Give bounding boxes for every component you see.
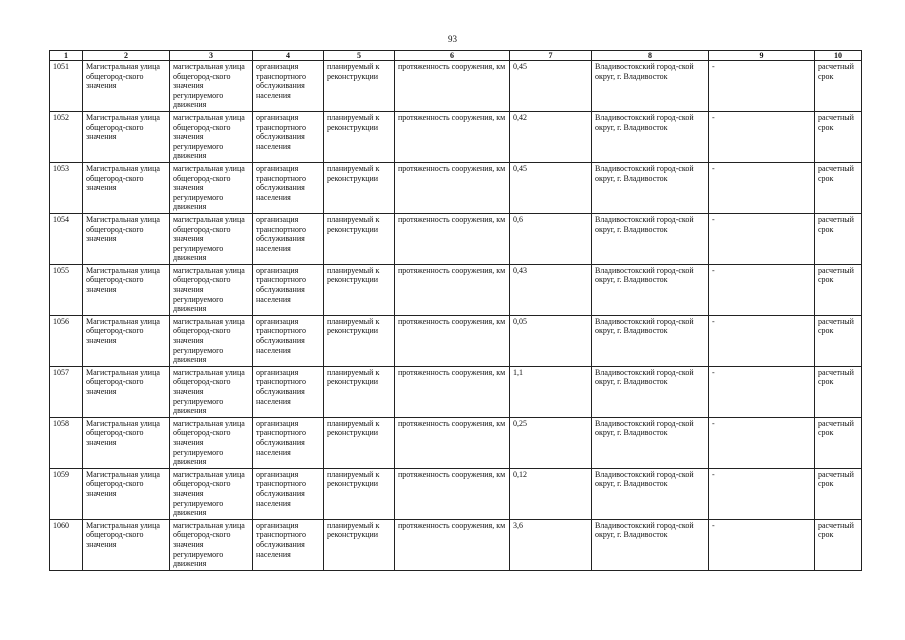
characteristic-name: протяженность сооружения, км xyxy=(398,163,506,173)
characteristic-name: протяженность сооружения, км xyxy=(398,418,506,428)
object-purpose: организация транспортного обслуживания населения xyxy=(256,62,307,100)
protection-zone-cell xyxy=(709,264,815,315)
implementation-term-cell xyxy=(815,61,862,112)
characteristic-value-cell xyxy=(510,315,592,366)
column-header: 4 xyxy=(253,51,324,61)
characteristic-value: 0,12 xyxy=(513,469,527,479)
object-category-cell xyxy=(170,366,253,417)
characteristic-name-cell xyxy=(395,264,510,315)
table-row xyxy=(50,315,862,366)
column-header: 10 xyxy=(815,51,862,61)
characteristic-value: 0,25 xyxy=(513,418,527,428)
implementation-term: расчетный срок xyxy=(818,214,854,234)
object-category-cell xyxy=(170,61,253,112)
object-name-cell xyxy=(83,264,170,315)
object-purpose: организация транспортного обслуживания населения xyxy=(256,112,307,151)
object-purpose: организация транспортного обслуживания населения xyxy=(256,418,307,457)
object-name: Магистральная улица общегород-ского значения xyxy=(86,316,160,346)
object-location: Владивостокский город-ской округ, г. Владивосток xyxy=(595,163,694,183)
object-status: планируемый к реконструкции xyxy=(327,367,380,387)
object-status: планируемый к реконструкции xyxy=(327,112,380,132)
object-category: магистральная улица общегород-ского значения регулируемого движения xyxy=(173,163,245,212)
characteristic-value-cell xyxy=(510,111,592,162)
table-row xyxy=(50,162,862,213)
object-purpose: организация транспортного обслуживания населения xyxy=(256,214,307,253)
object-category-cell xyxy=(170,162,253,213)
object-name: Магистральная улица общегород-ского значения xyxy=(86,469,160,498)
table-row xyxy=(50,417,862,468)
object-purpose-cell xyxy=(253,519,324,570)
object-location: Владивостокский город-ской округ, г. Владивосток xyxy=(595,214,694,234)
object-location: Владивостокский город-ской округ, г. Владивосток xyxy=(595,265,694,285)
characteristic-value: 3,6 xyxy=(513,520,523,530)
implementation-term: расчетный срок xyxy=(818,418,854,438)
characteristic-name-cell xyxy=(395,366,510,417)
object-name: Магистральная улица общегород-ского значения xyxy=(86,418,160,447)
protection-zone-cell xyxy=(709,315,815,366)
implementation-term-cell xyxy=(815,468,862,519)
implementation-term: расчетный срок xyxy=(818,469,854,489)
object-name-cell xyxy=(83,162,170,213)
characteristic-name-cell xyxy=(395,519,510,570)
object-status: планируемый к реконструкции xyxy=(327,469,380,489)
row-number-cell xyxy=(50,315,83,366)
column-header: 9 xyxy=(709,51,815,61)
object-category: магистральная улица общегород-ского значения регулируемого движения xyxy=(173,520,245,569)
object-purpose: организация транспортного обслуживания населения xyxy=(256,265,307,304)
column-header: 6 xyxy=(395,51,510,61)
object-location: Владивостокский город-ской округ, г. Владивосток xyxy=(595,316,694,336)
object-location-cell xyxy=(592,264,709,315)
object-status-cell xyxy=(324,61,395,112)
protection-zone: - xyxy=(712,469,715,479)
protection-zone: - xyxy=(712,163,715,173)
object-name-cell xyxy=(83,417,170,468)
object-name-cell xyxy=(83,315,170,366)
object-location-cell xyxy=(592,366,709,417)
object-status-cell xyxy=(324,366,395,417)
header-row xyxy=(50,51,862,61)
object-category-cell xyxy=(170,111,253,162)
row-number: 1051 xyxy=(53,62,69,71)
characteristic-value: 0,43 xyxy=(513,265,527,275)
objects-table xyxy=(49,50,862,571)
object-name-cell xyxy=(83,519,170,570)
column-header: 3 xyxy=(170,51,253,61)
object-location-cell xyxy=(592,519,709,570)
object-purpose: организация транспортного обслуживания населения xyxy=(256,520,307,559)
characteristic-value: 0,05 xyxy=(513,316,527,326)
column-header: 7 xyxy=(510,51,592,61)
characteristic-name: протяженность сооружения, км xyxy=(398,214,506,224)
object-name: Магистральная улица общегород-ского значения xyxy=(86,112,160,142)
object-category: магистральная улица общегород-ского значения регулируемого движения xyxy=(173,112,245,161)
row-number-cell xyxy=(50,468,83,519)
characteristic-name-cell xyxy=(395,315,510,366)
row-number: 1060 xyxy=(53,520,69,530)
characteristic-value-cell xyxy=(510,61,592,112)
protection-zone: - xyxy=(712,418,715,428)
row-number-cell xyxy=(50,162,83,213)
implementation-term-cell xyxy=(815,111,862,162)
characteristic-name-cell xyxy=(395,468,510,519)
object-purpose-cell xyxy=(253,162,324,213)
characteristic-value-cell xyxy=(510,366,592,417)
row-number-cell xyxy=(50,264,83,315)
object-purpose-cell xyxy=(253,111,324,162)
implementation-term-cell xyxy=(815,417,862,468)
characteristic-name-cell xyxy=(395,213,510,264)
object-purpose: организация транспортного обслуживания населения xyxy=(256,316,307,355)
object-category: магистральная улица общегород-ского значения регулируемого движения xyxy=(173,265,245,314)
characteristic-name-cell xyxy=(395,162,510,213)
object-status-cell xyxy=(324,519,395,570)
characteristic-name-cell xyxy=(395,61,510,112)
protection-zone: - xyxy=(712,520,715,530)
implementation-term: расчетный срок xyxy=(818,112,854,132)
object-category: магистральная улица общегород-ского значения регулируемого движения xyxy=(173,469,245,518)
protection-zone-cell xyxy=(709,61,815,112)
characteristic-name-cell xyxy=(395,111,510,162)
characteristic-name: протяженность сооружения, км xyxy=(398,469,506,479)
row-number-cell xyxy=(50,519,83,570)
characteristic-name: протяженность сооружения, км xyxy=(398,62,506,71)
characteristic-name: протяженность сооружения, км xyxy=(398,520,506,530)
object-status: планируемый к реконструкции xyxy=(327,62,380,81)
characteristic-name: протяженность сооружения, км xyxy=(398,265,506,275)
object-status-cell xyxy=(324,264,395,315)
implementation-term-cell xyxy=(815,264,862,315)
object-location: Владивостокский город-ской округ, г. Владивосток xyxy=(595,418,694,438)
row-number: 1054 xyxy=(53,214,69,224)
implementation-term: расчетный срок xyxy=(818,520,854,540)
object-status-cell xyxy=(324,111,395,162)
row-number: 1056 xyxy=(53,316,69,326)
row-number: 1053 xyxy=(53,163,69,173)
object-location: Владивостокский город-ской округ, г. Владивосток xyxy=(595,469,694,489)
characteristic-value-cell xyxy=(510,264,592,315)
object-location: Владивостокский город-ской округ, г. Владивосток xyxy=(595,112,694,132)
implementation-term-cell xyxy=(815,519,862,570)
table-row xyxy=(50,111,862,162)
table-row xyxy=(50,61,862,112)
characteristic-value: 0,6 xyxy=(513,214,523,224)
row-number-cell xyxy=(50,213,83,264)
implementation-term-cell xyxy=(815,366,862,417)
protection-zone-cell xyxy=(709,417,815,468)
object-status: планируемый к реконструкции xyxy=(327,214,380,234)
characteristic-value: 0,42 xyxy=(513,112,527,122)
object-status: планируемый к реконструкции xyxy=(327,316,380,336)
object-name-cell xyxy=(83,468,170,519)
row-number: 1059 xyxy=(53,469,69,479)
object-category-cell xyxy=(170,417,253,468)
object-purpose-cell xyxy=(253,213,324,264)
object-category: магистральная улица общегород-ского значения регулируемого движения xyxy=(173,316,245,365)
protection-zone-cell xyxy=(709,111,815,162)
protection-zone: - xyxy=(712,62,715,71)
object-status-cell xyxy=(324,315,395,366)
table-row xyxy=(50,264,862,315)
row-number: 1057 xyxy=(53,367,69,377)
object-category: магистральная улица общегород-ского значения регулируемого движения xyxy=(173,367,245,416)
column-header: 1 xyxy=(50,51,83,61)
page-number: 93 xyxy=(448,34,457,44)
object-category: магистральная улица общегород-ского значения регулируемого движения xyxy=(173,418,245,467)
object-name-cell xyxy=(83,111,170,162)
object-location-cell xyxy=(592,213,709,264)
object-status: планируемый к реконструкции xyxy=(327,265,380,285)
object-purpose-cell xyxy=(253,468,324,519)
column-header: 2 xyxy=(83,51,170,61)
object-category-cell xyxy=(170,213,253,264)
object-location: Владивостокский город-ской округ, г. Владивосток xyxy=(595,520,694,540)
characteristic-name: протяженность сооружения, км xyxy=(398,316,506,326)
object-name-cell xyxy=(83,366,170,417)
object-category-cell xyxy=(170,315,253,366)
object-status-cell xyxy=(324,162,395,213)
characteristic-value-cell xyxy=(510,519,592,570)
protection-zone: - xyxy=(712,214,715,224)
object-name: Магистральная улица общегород-ского значения xyxy=(86,62,160,91)
object-name-cell xyxy=(83,61,170,112)
table-row xyxy=(50,519,862,570)
row-number-cell xyxy=(50,417,83,468)
object-purpose: организация транспортного обслуживания населения xyxy=(256,163,307,202)
object-status: планируемый к реконструкции xyxy=(327,418,380,438)
object-name: Магистральная улица общегород-ского значения xyxy=(86,163,160,193)
object-name: Магистральная улица общегород-ского значения xyxy=(86,214,160,244)
protection-zone-cell xyxy=(709,519,815,570)
object-location-cell xyxy=(592,468,709,519)
object-location-cell xyxy=(592,162,709,213)
characteristic-value-cell xyxy=(510,162,592,213)
protection-zone-cell xyxy=(709,468,815,519)
implementation-term: расчетный срок xyxy=(818,163,854,183)
protection-zone: - xyxy=(712,367,715,377)
characteristic-value: 0,45 xyxy=(513,62,527,71)
row-number: 1052 xyxy=(53,112,69,122)
object-category-cell xyxy=(170,264,253,315)
implementation-term-cell xyxy=(815,162,862,213)
object-location: Владивостокский город-ской округ, г. Владивосток xyxy=(595,62,694,81)
implementation-term: расчетный срок xyxy=(818,265,854,285)
object-location-cell xyxy=(592,111,709,162)
object-status-cell xyxy=(324,213,395,264)
row-number: 1058 xyxy=(53,418,69,428)
object-location-cell xyxy=(592,61,709,112)
object-status: планируемый к реконструкции xyxy=(327,520,380,540)
implementation-term: расчетный срок xyxy=(818,367,854,387)
characteristic-value: 0,45 xyxy=(513,163,527,173)
table-row xyxy=(50,366,862,417)
object-purpose-cell xyxy=(253,315,324,366)
object-status: планируемый к реконструкции xyxy=(327,163,380,183)
protection-zone: - xyxy=(712,265,715,275)
characteristic-name: протяженность сооружения, км xyxy=(398,367,506,377)
protection-zone: - xyxy=(712,112,715,122)
object-name-cell xyxy=(83,213,170,264)
protection-zone-cell xyxy=(709,366,815,417)
table-row xyxy=(50,213,862,264)
object-category: магистральная улица общегород-ского значения регулируемого движения xyxy=(173,62,245,110)
object-location: Владивостокский город-ской округ, г. Владивосток xyxy=(595,367,694,387)
object-category: магистральная улица общегород-ского значения регулируемого движения xyxy=(173,214,245,263)
object-purpose-cell xyxy=(253,417,324,468)
row-number: 1055 xyxy=(53,265,69,275)
object-purpose-cell xyxy=(253,61,324,112)
object-purpose-cell xyxy=(253,264,324,315)
protection-zone-cell xyxy=(709,213,815,264)
object-name: Магистральная улица общегород-ского значения xyxy=(86,265,160,295)
column-header: 8 xyxy=(592,51,709,61)
object-purpose: организация транспортного обслуживания населения xyxy=(256,367,307,406)
object-name: Магистральная улица общегород-ского значения xyxy=(86,520,160,549)
object-location-cell xyxy=(592,315,709,366)
protection-zone: - xyxy=(712,316,715,326)
protection-zone-cell xyxy=(709,162,815,213)
implementation-term-cell xyxy=(815,213,862,264)
implementation-term: расчетный срок xyxy=(818,62,854,81)
row-number-cell xyxy=(50,61,83,112)
object-name: Магистральная улица общегород-ского значения xyxy=(86,367,160,396)
object-purpose: организация транспортного обслуживания населения xyxy=(256,469,307,508)
object-location-cell xyxy=(592,417,709,468)
object-category-cell xyxy=(170,468,253,519)
row-number-cell xyxy=(50,366,83,417)
object-status-cell xyxy=(324,417,395,468)
object-purpose-cell xyxy=(253,366,324,417)
column-header: 5 xyxy=(324,51,395,61)
row-number-cell xyxy=(50,111,83,162)
object-status-cell xyxy=(324,468,395,519)
implementation-term-cell xyxy=(815,315,862,366)
characteristic-value-cell xyxy=(510,468,592,519)
characteristic-value-cell xyxy=(510,213,592,264)
implementation-term: расчетный срок xyxy=(818,316,854,336)
object-category-cell xyxy=(170,519,253,570)
characteristic-value-cell xyxy=(510,417,592,468)
table-row xyxy=(50,468,862,519)
characteristic-name-cell xyxy=(395,417,510,468)
characteristic-value: 1,1 xyxy=(513,367,523,377)
characteristic-name: протяженность сооружения, км xyxy=(398,112,506,122)
